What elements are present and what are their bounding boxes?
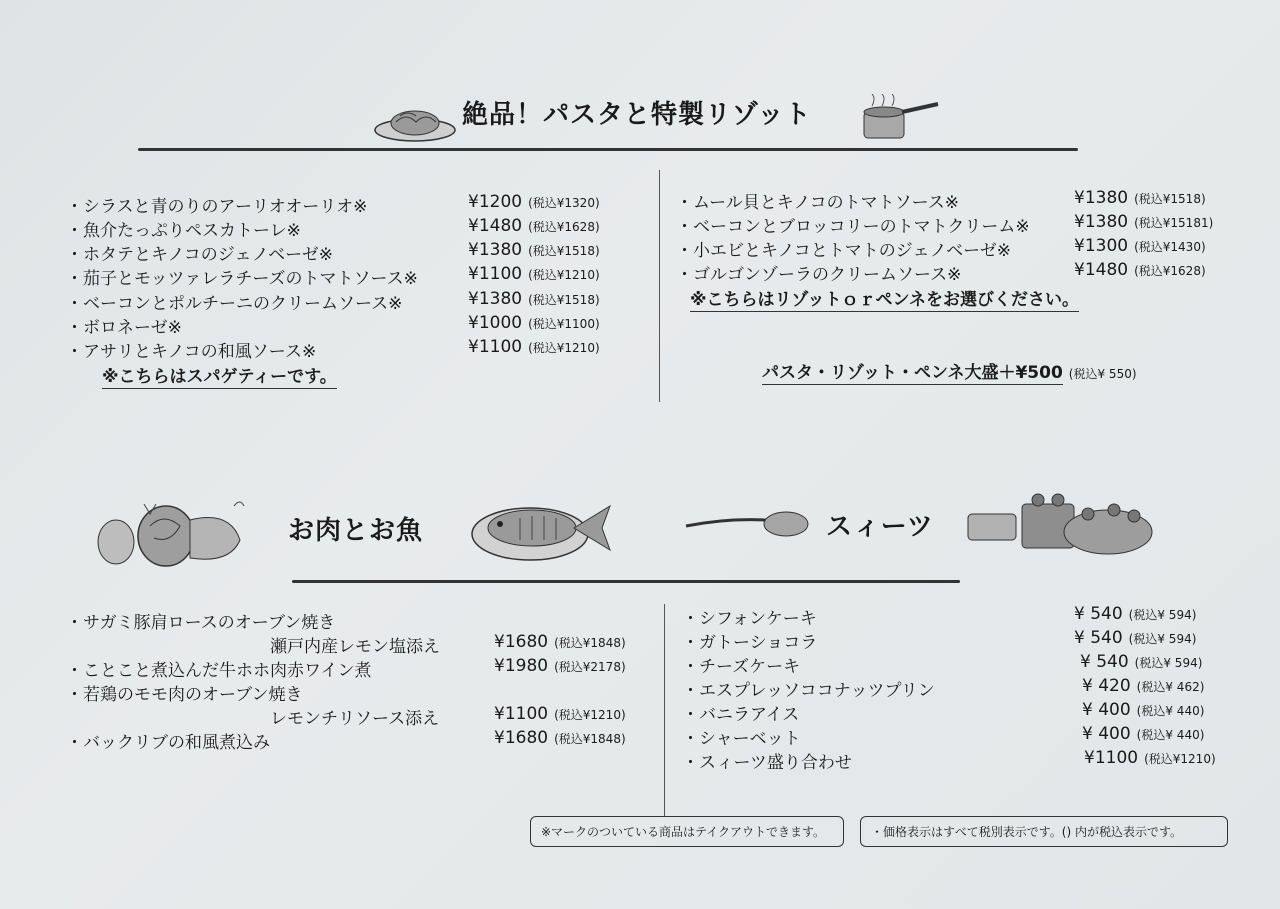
item-price: ¥ 540 (税込¥ 594) — [1074, 628, 1197, 648]
menu-item — [66, 728, 646, 753]
item-name: ・ベーコンとポルチーニのクリームソース※ — [66, 294, 403, 314]
item-subtitle: 瀬戸内産レモン塩添え — [270, 637, 440, 657]
item-price: ¥1480 (税込¥1628) — [468, 216, 600, 236]
item-price: ¥1480 (税込¥1628) — [1074, 260, 1206, 280]
takeout-note-box: ※マークのついている商品はテイクアウトできます。 — [530, 816, 844, 847]
menu-item — [682, 748, 1242, 773]
pasta-header-rule — [138, 148, 1078, 151]
lower-column-divider — [664, 604, 665, 816]
menu-item — [66, 632, 646, 657]
item-name: ・ゴルゴンゾーラのクリームソース※ — [676, 265, 962, 285]
item-name: ・魚介たっぷりペスカトーレ※ — [66, 221, 301, 241]
item-price: ¥1000 (税込¥1100) — [468, 313, 600, 333]
item-name: ・サガミ豚肩ロースのオーブン焼き — [66, 613, 336, 633]
item-price: ¥1680 (税込¥1848) — [494, 632, 626, 652]
menu-item — [682, 628, 1242, 653]
item-price: ¥1100 (税込¥1210) — [468, 264, 600, 284]
item-name: ・バックリブの和風煮込み — [66, 733, 270, 753]
menu-item — [66, 192, 626, 217]
menu-item — [676, 236, 1236, 261]
item-name: ・ホタテとキノコのジェノベーゼ※ — [66, 245, 334, 265]
menu-item — [682, 652, 1242, 677]
item-price: ¥ 540 (税込¥ 594) — [1074, 604, 1197, 624]
item-price: ¥ 420 (税込¥ 462) — [1082, 676, 1205, 696]
menu-item — [676, 260, 1236, 285]
large-size-note: パスタ・リゾット・ペンネ大盛＋¥500 (税込¥ 550) — [762, 363, 1137, 383]
ham-illustration — [94, 496, 270, 572]
item-price: ¥1980 (税込¥2178) — [494, 656, 626, 676]
menu-item — [66, 289, 626, 314]
menu-item — [66, 216, 626, 241]
item-price: ¥1380 (税込¥15181) — [1074, 212, 1214, 232]
item-name: ・茄子とモッツァレラチーズのトマトソース※ — [66, 269, 418, 289]
item-price: ¥ 400 (税込¥ 440) — [1082, 724, 1205, 744]
item-name: ・ボロネーゼ※ — [66, 318, 182, 338]
item-name: ・シャーベット — [682, 729, 801, 749]
item-name: ・アサリとキノコの和風ソース※ — [66, 342, 317, 362]
fish-plate-illustration — [470, 494, 616, 564]
item-name: ・チーズケーキ — [682, 657, 801, 677]
item-name: ・ことこと煮込んだ牛ホホ肉赤ワイン煮 — [66, 661, 372, 681]
tax-note-box: ・価格表示はすべて税別表示です。() 内が税込表示です。 — [860, 816, 1228, 847]
item-name: ・若鶏のモモ肉のオーブン焼き — [66, 685, 303, 705]
lower-header-rule — [292, 580, 960, 583]
item-price: ¥1380 (税込¥1518) — [468, 240, 600, 260]
item-price: ¥1200 (税込¥1320) — [468, 192, 600, 212]
pasta-plate-illustration — [372, 100, 458, 146]
menu-item — [66, 240, 626, 265]
pasta-section-title: 絶品！パスタと特製リゾット — [462, 100, 812, 130]
menu-item — [66, 656, 646, 681]
menu-item — [66, 608, 646, 633]
item-name: ・バニラアイス — [682, 705, 800, 725]
risotto-note: ※こちらはリゾットｏｒペンネをお選びください。 — [690, 285, 1079, 312]
item-price: ¥1100 (税込¥1210) — [468, 337, 600, 357]
menu-item — [676, 212, 1236, 237]
item-name: ・ムール貝とキノコのトマトソース※ — [676, 193, 960, 213]
spoon-illustration — [682, 510, 812, 544]
menu-item — [682, 724, 1242, 749]
menu-item — [66, 313, 626, 338]
spaghetti-note: ※こちらはスパゲティーです。 — [102, 362, 337, 389]
item-price: ¥1100 (税込¥1210) — [494, 704, 626, 724]
item-subtitle: レモンチリソース添え — [270, 709, 440, 729]
item-name: ・エスプレッソココナッツプリン — [682, 681, 935, 701]
item-name: ・小エビとキノコとトマトのジェノベーゼ※ — [676, 241, 1012, 261]
item-price: ¥ 400 (税込¥ 440) — [1082, 700, 1205, 720]
item-name: ・ガトーショコラ — [682, 633, 818, 653]
item-price: ¥1300 (税込¥1430) — [1074, 236, 1206, 256]
menu-item — [66, 264, 626, 289]
menu-item — [682, 676, 1242, 701]
item-name: ・シラスと青のりのアーリオオーリオ※ — [66, 197, 368, 217]
menu-item — [66, 680, 646, 705]
item-price: ¥1680 (税込¥1848) — [494, 728, 626, 748]
meat-section-title: お肉とお魚 — [288, 516, 424, 546]
menu-item — [66, 704, 646, 729]
pot-illustration — [858, 94, 944, 144]
item-name: ・シフォンケーキ — [682, 609, 817, 629]
sweets-section-title: スィーツ — [826, 512, 934, 542]
item-price: ¥1100 (税込¥1210) — [1084, 748, 1216, 768]
item-price: ¥1380 (税込¥1518) — [468, 289, 600, 309]
cakes-illustration — [964, 490, 1156, 560]
item-price: ¥ 540 (税込¥ 594) — [1080, 652, 1203, 672]
menu-item — [682, 604, 1242, 629]
item-price: ¥1380 (税込¥1518) — [1074, 188, 1206, 208]
menu-item — [66, 337, 626, 362]
item-name: ・ベーコンとブロッコリーのトマトクリーム※ — [676, 217, 1030, 237]
item-name: ・スィーツ盛り合わせ — [682, 753, 852, 773]
menu-item — [676, 188, 1236, 213]
pasta-column-divider — [659, 170, 660, 402]
menu-item — [682, 700, 1242, 725]
